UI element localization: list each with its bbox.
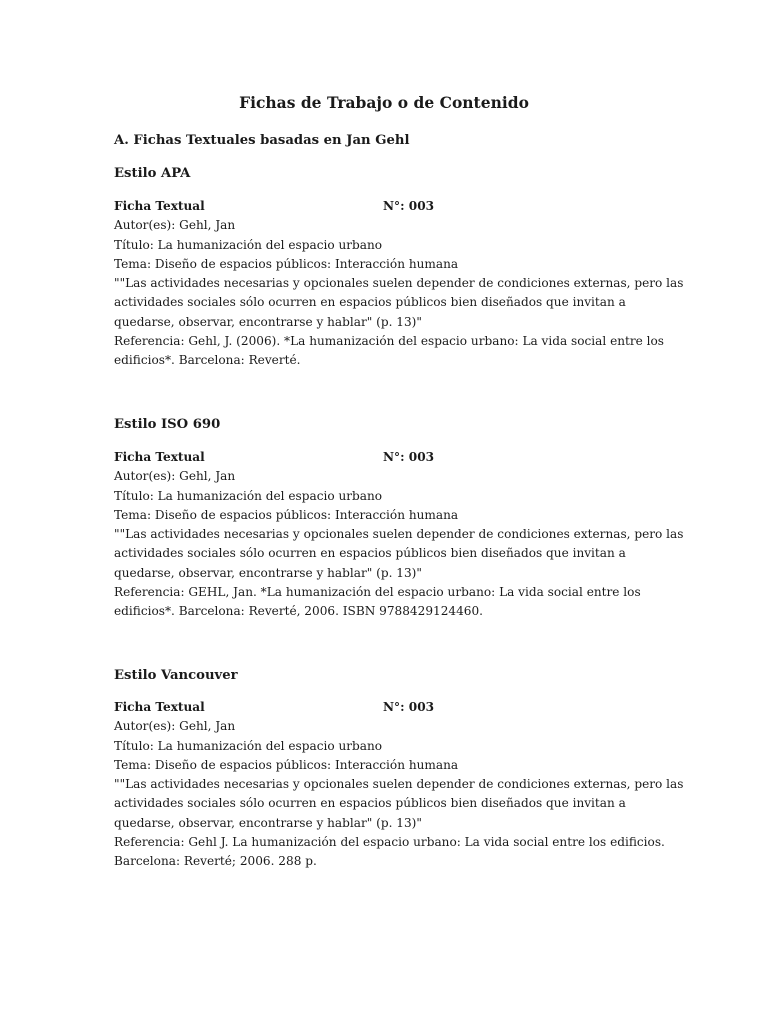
card-quote-line: ""Las actividades necesarias y opcionales suelen depender de condiciones externas, pero las <box>114 777 684 792</box>
style-heading-vancouver: Estilo Vancouver <box>114 668 238 683</box>
style-heading-iso690: Estilo ISO 690 <box>114 417 221 432</box>
card-quote-line: quedarse, observar, encontrarse y hablar" (p. 13)" <box>114 565 422 580</box>
card-type-label: Ficha Textual <box>114 199 205 213</box>
card-author: Autor(es): Gehl, Jan <box>114 469 236 484</box>
card-title: Título: La humanización del espacio urbano <box>114 488 383 503</box>
card-topic: Tema: Diseño de espacios públicos: Interacción humana <box>114 757 459 772</box>
card-quote-line: ""Las actividades necesarias y opcionales suelen depender de condiciones externas, pero las <box>114 527 684 542</box>
card-quote-line: quedarse, observar, encontrarse y hablar" (p. 13)" <box>114 314 422 329</box>
card-quote-line: actividades sociales sólo ocurren en espacios públicos bien diseñados que invitan a <box>114 796 626 811</box>
card-number: N°: 003 <box>383 700 435 714</box>
style-heading-apa: Estilo APA <box>114 166 191 181</box>
card-reference-line: Referencia: GEHL, Jan. *La humanización del espacio urbano: La vida social entre los <box>114 585 641 600</box>
ficha-card-vancouver <box>114 698 684 872</box>
section-heading: A. Fichas Textuales basadas en Jan Gehl <box>114 133 410 148</box>
card-quote-line: actividades sociales sólo ocurren en espacios públicos bien diseñados que invitan a <box>114 295 626 310</box>
card-reference-line: edificios*. Barcelona: Reverté. <box>114 353 301 368</box>
card-header <box>114 698 674 717</box>
card-author: Autor(es): Gehl, Jan <box>114 218 236 233</box>
card-reference-line: Barcelona: Reverté; 2006. 288 p. <box>114 854 317 869</box>
card-type-label: Ficha Textual <box>114 450 205 464</box>
ficha-card-iso690 <box>114 448 684 622</box>
card-header <box>114 197 674 216</box>
card-topic: Tema: Diseño de espacios públicos: Interacción humana <box>114 256 459 271</box>
card-reference-line: edificios*. Barcelona: Reverté, 2006. ISBN 9788429124460. <box>114 604 484 619</box>
card-quote-line: ""Las actividades necesarias y opcionales suelen depender de condiciones externas, pero las <box>114 276 684 291</box>
document-title: Fichas de Trabajo o de Contenido <box>239 93 529 112</box>
card-number: N°: 003 <box>383 450 435 464</box>
card-header <box>114 448 674 467</box>
card-type-label: Ficha Textual <box>114 700 205 714</box>
card-topic: Tema: Diseño de espacios públicos: Interacción humana <box>114 507 459 522</box>
card-quote-line: actividades sociales sólo ocurren en espacios públicos bien diseñados que invitan a <box>114 546 626 561</box>
card-title: Título: La humanización del espacio urbano <box>114 237 383 252</box>
card-number: N°: 003 <box>383 199 435 213</box>
card-reference-line: Referencia: Gehl J. La humanización del espacio urbano: La vida social entre los edificios. <box>114 835 665 850</box>
card-reference-line: Referencia: Gehl, J. (2006). *La humanización del espacio urbano: La vida social entre los <box>114 334 665 349</box>
card-author: Autor(es): Gehl, Jan <box>114 719 236 734</box>
card-quote-line: quedarse, observar, encontrarse y hablar" (p. 13)" <box>114 815 422 830</box>
card-title: Título: La humanización del espacio urbano <box>114 738 383 753</box>
ficha-card-apa <box>114 197 684 371</box>
